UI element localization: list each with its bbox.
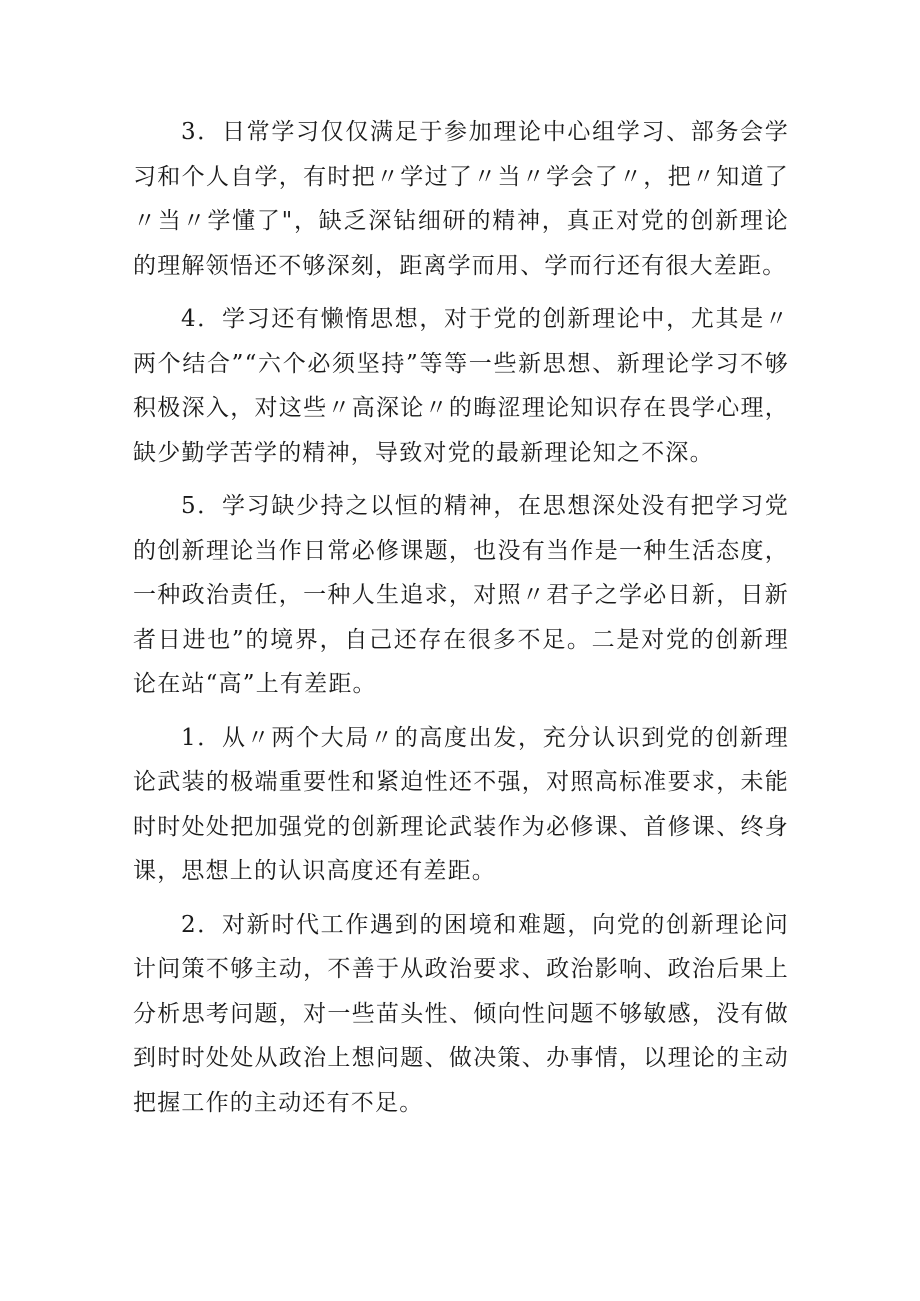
paragraph-item-3: 3．日常学习仅仅满足于参加理论中心组学习、部务会学习和个人自学，有时把〃学过了〃当〃学会了〃，把〃知道了〃当〃学懂了"，缺乏深钻细研的精神，真正对党的创新理论的理解领悟还不够深刻，距离学而用、学而行还有很大差距。 <box>133 119 789 279</box>
paragraph-item-5: 5．学习缺少持之以恒的精神，在思想深处没有把学习党的创新理论当作日常必修课题，也没有当作是一种生活态度，一种政治责任，一种人生追求，对照〃君子之学必日新，日新者日进也”的境界，自己还存在很多不足。二是对党的创新理论在站“高”上有差距。 <box>133 493 789 697</box>
paragraph-item-4: 4．学习还有懒惰思想，对于党的创新理论中，尤其是〃两个结合”“六个必须坚持”等等一些新思想、新理论学习不够积极深入，对这些〃高深论〃的晦涩理论知识存在畏学心理，缺少勤学苦学的精神，导致对党的最新理论知之不深。 <box>133 306 789 466</box>
paragraph-item-1: 1．从〃两个大局〃的高度出发，充分认识到党的创新理论武装的极端重要性和紧迫性还不强，对照高标准要求，未能时时处处把加强党的创新理论武装作为必修课、首修课、终身课，思想上的认识高度还有差距。 <box>133 724 789 884</box>
paragraph-item-2: 2．对新时代工作遇到的困境和难题，向党的创新理论问计问策不够主动，不善于从政治要求、政治影响、政治后果上分析思考问题，对一些苗头性、倾向性问题不够敏感，没有做到时时处处从政治上想问题、做决策、办事情，以理论的主动把握工作的主动还有不足。 <box>133 911 789 1116</box>
document-body <box>133 110 789 1134</box>
